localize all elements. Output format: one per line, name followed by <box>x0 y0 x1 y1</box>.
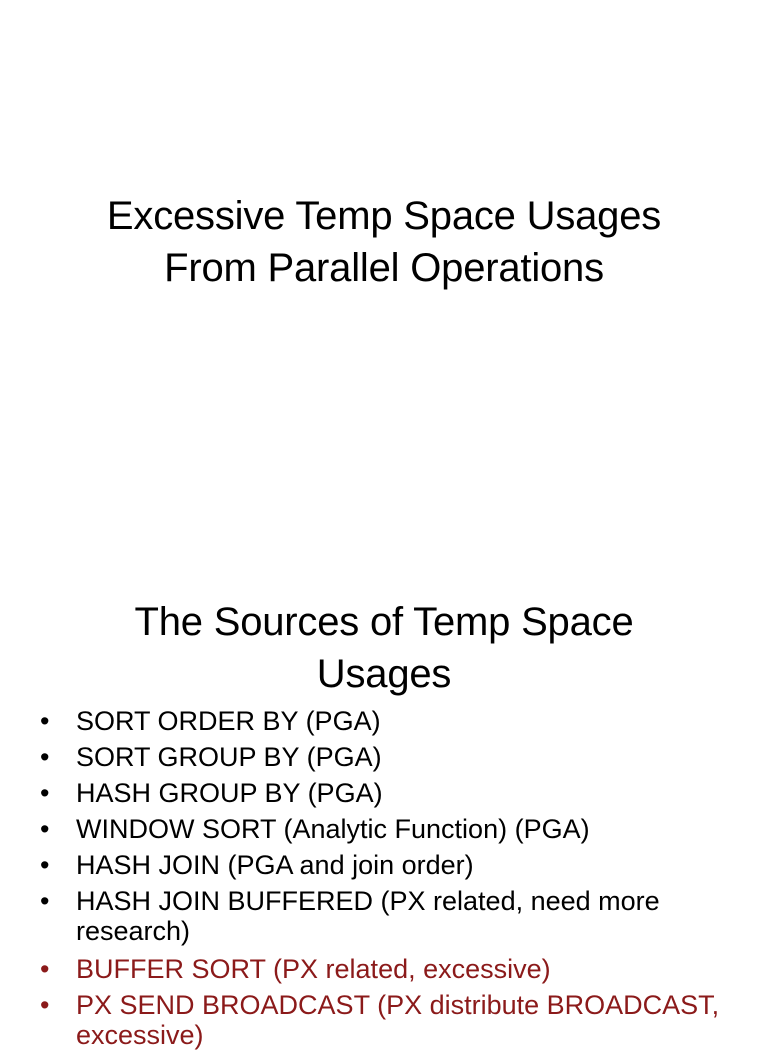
bullet-icon: • <box>40 814 50 844</box>
list-item-text: SORT ORDER BY (PGA) <box>76 706 381 736</box>
presentation-title <box>0 190 768 294</box>
list-item-highlighted <box>40 954 740 984</box>
slide-sources <box>0 560 768 1050</box>
list-item <box>40 778 740 808</box>
heading-line-1: The Sources of Temp Space <box>134 600 634 644</box>
bullet-icon: • <box>40 742 50 772</box>
list-item-highlighted <box>40 990 740 1050</box>
list-item <box>40 814 740 844</box>
bullet-icon: • <box>40 954 50 984</box>
list-item <box>40 886 740 946</box>
bullet-icon: • <box>40 706 50 736</box>
title-line-1: Excessive Temp Space Usages <box>106 194 662 238</box>
bullet-icon: • <box>40 886 50 916</box>
bullet-icon: • <box>40 850 50 880</box>
bullet-icon: • <box>40 778 50 808</box>
list-item-text: BUFFER SORT (PX related, excessive) <box>76 954 551 984</box>
bullet-icon: • <box>40 990 50 1020</box>
list-item <box>40 706 740 736</box>
bullet-list <box>40 706 740 1056</box>
list-item-text: HASH GROUP BY (PGA) <box>76 778 383 808</box>
list-item-text: HASH JOIN BUFFERED (PX related, need more research) <box>76 886 660 946</box>
list-item-text: SORT GROUP BY (PGA) <box>76 742 382 772</box>
title-line-2: From Parallel Operations <box>164 246 604 290</box>
list-item <box>40 850 740 880</box>
list-item-text: PX SEND BROADCAST (PX distribute BROADCAST, excessive) <box>76 990 720 1050</box>
list-item-text: WINDOW SORT (Analytic Function) (PGA) <box>76 814 590 844</box>
heading-line-2: Usages <box>316 652 452 696</box>
slide-heading <box>0 596 768 700</box>
list-item <box>40 742 740 772</box>
list-item-text: HASH JOIN (PGA and join order) <box>76 850 474 880</box>
